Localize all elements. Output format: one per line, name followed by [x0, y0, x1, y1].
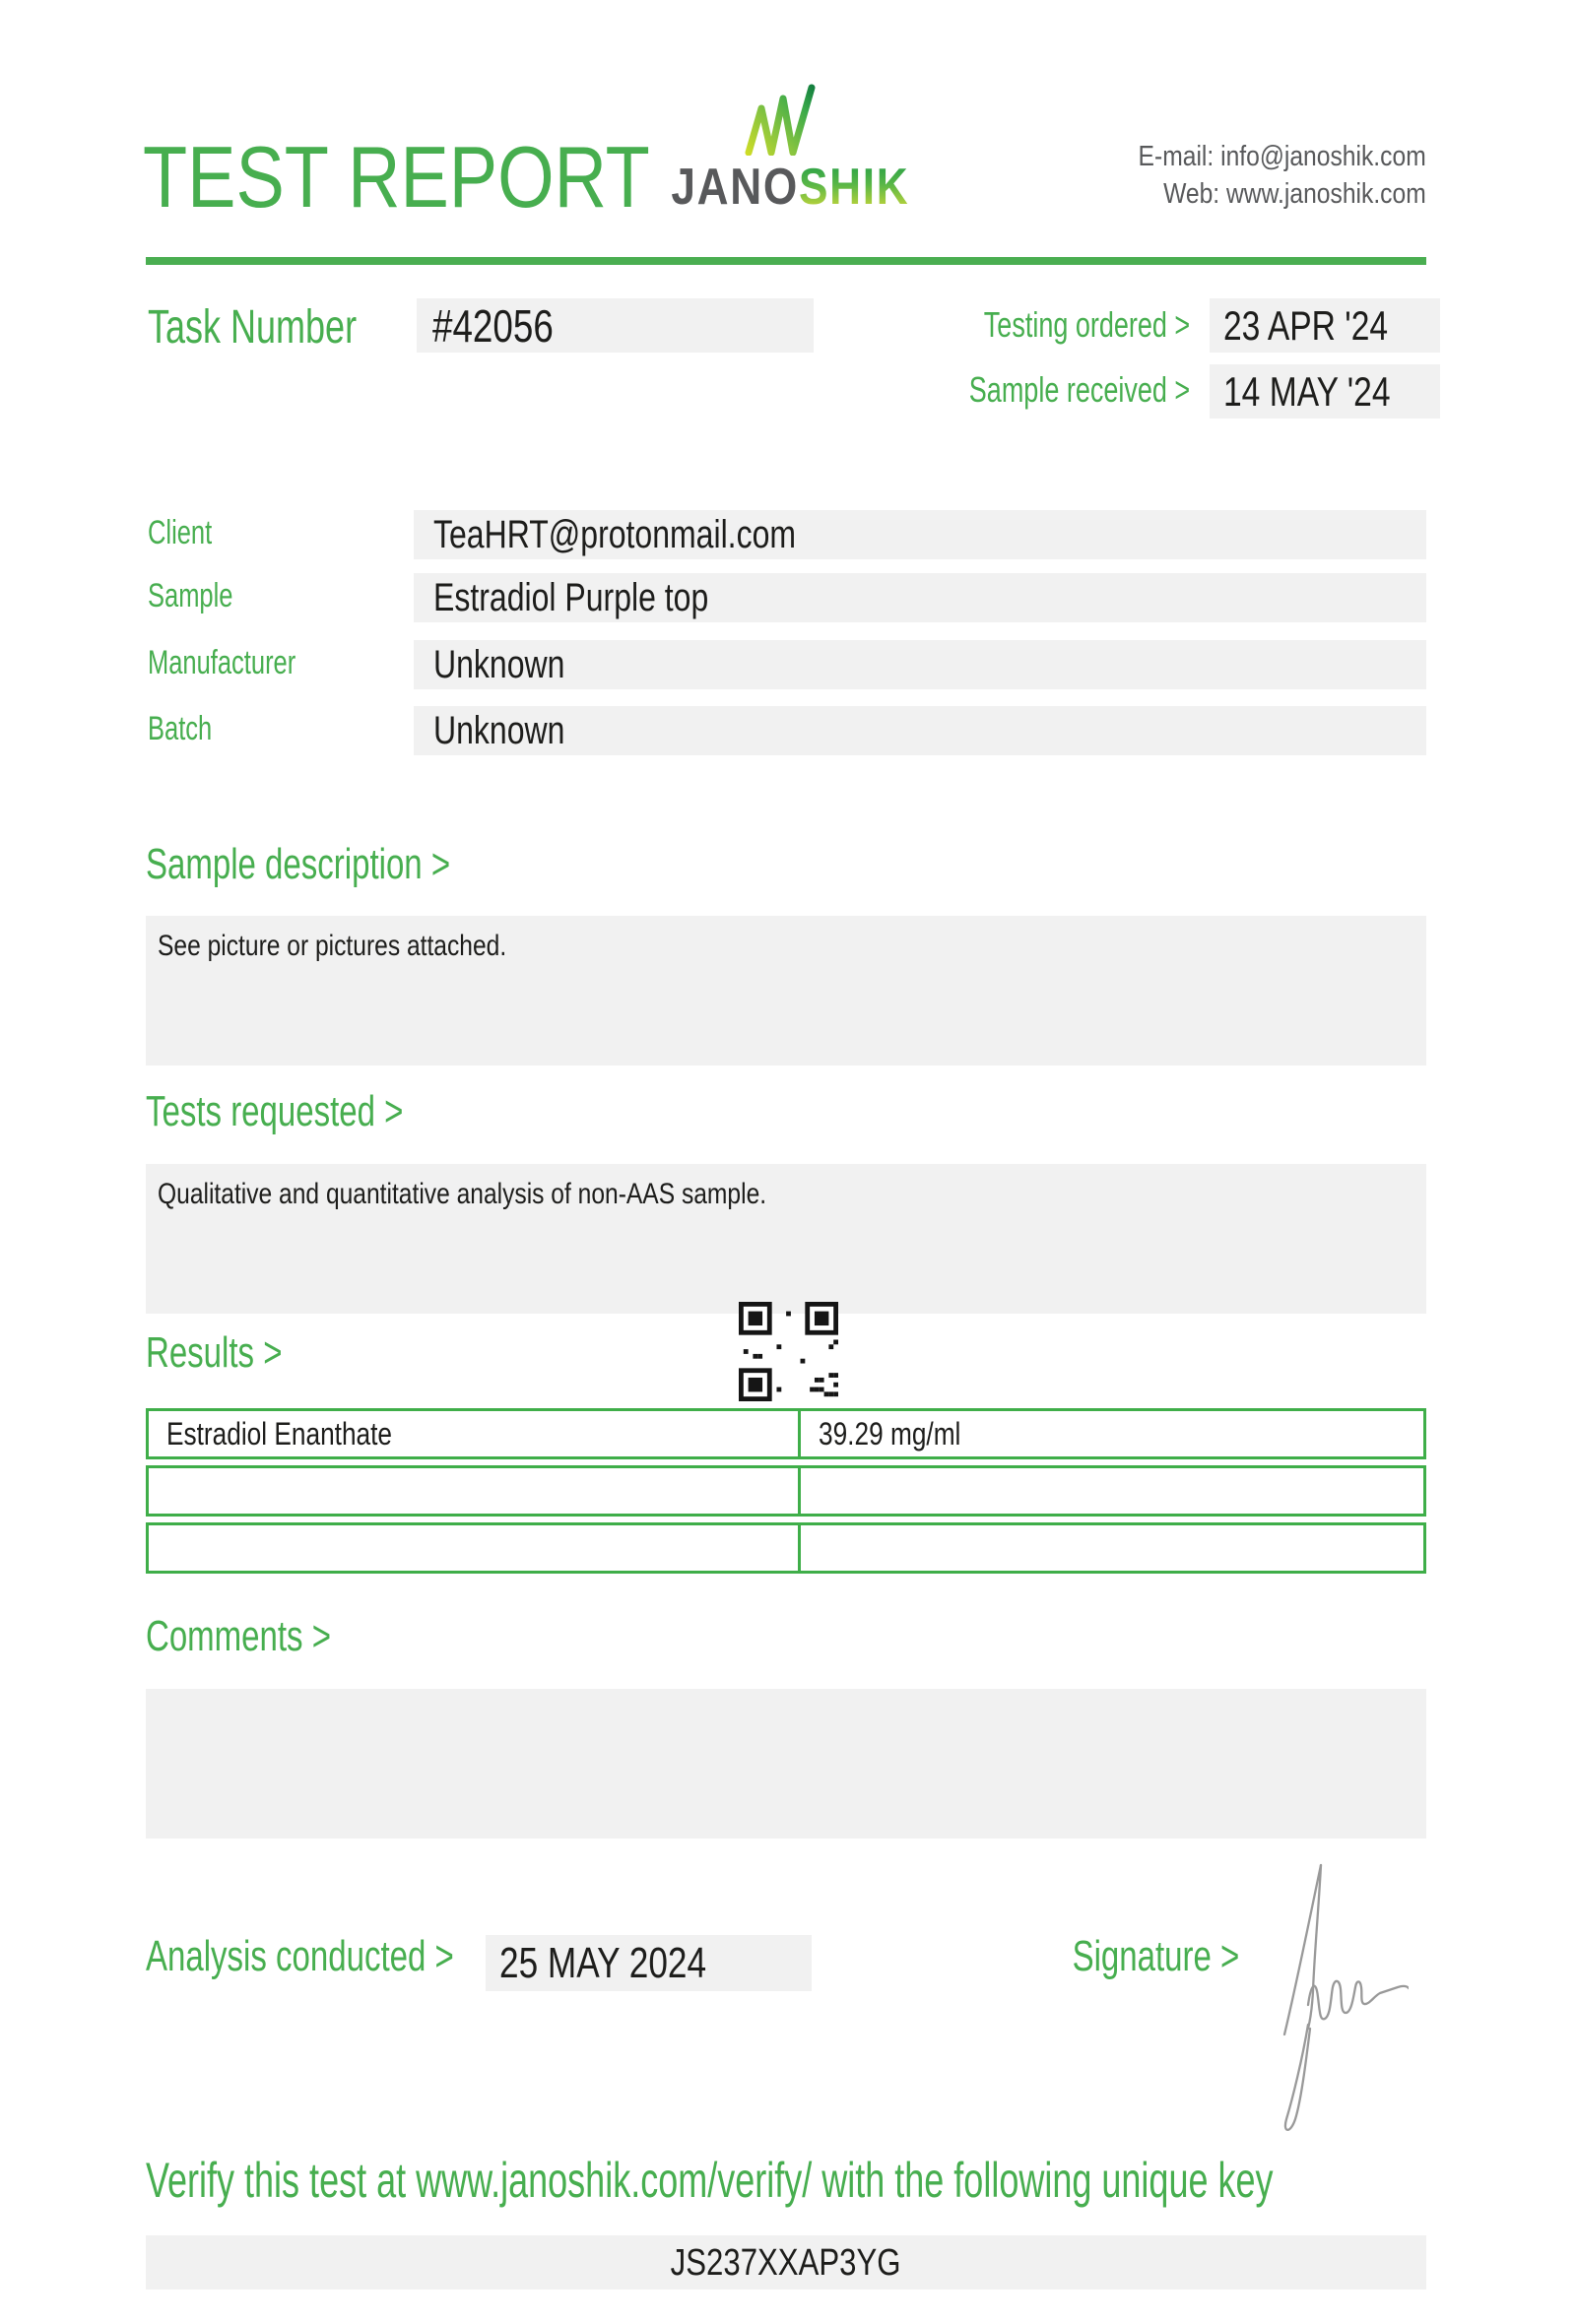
comments-heading: Comments >: [146, 1612, 331, 1660]
table-row: [146, 1408, 1426, 1459]
logo-text-shik: SHIK: [798, 159, 910, 216]
signature-image: [1251, 1841, 1409, 2137]
analyte-cell: Estradiol Enanthate: [149, 1411, 801, 1456]
logo-text-jano: JANO: [671, 159, 799, 216]
sample-value: Estradiol Purple top: [414, 573, 1426, 622]
testing-ordered-label: Testing ordered >: [983, 304, 1190, 345]
task-number-label: Task Number: [148, 301, 358, 354]
testing-ordered-value: 23 APR '24: [1210, 298, 1440, 353]
page-title: TEST REPORT: [143, 128, 650, 226]
client-label: Client: [148, 514, 213, 551]
logo-wordmark: [650, 159, 926, 216]
verify-text: Verify this test at www.janoshik.com/verify/ with the following unique key: [146, 2153, 1274, 2208]
result-cell: 39.29 mg/ml: [819, 1415, 961, 1452]
sample-description-text: See picture or pictures attached.: [158, 930, 507, 962]
contact-block: [1087, 138, 1426, 213]
sample-received-value: 14 MAY '24: [1210, 364, 1440, 419]
manufacturer-value: Unknown: [414, 640, 1426, 689]
results-table: [146, 1408, 1426, 1580]
contact-web: Web: www.janoshik.com: [1163, 178, 1426, 210]
tests-requested-text: Qualitative and quantitative analysis of non-AAS sample.: [158, 1178, 767, 1210]
analysis-date-value: 25 MAY 2024: [486, 1935, 812, 1991]
results-heading: Results >: [146, 1328, 283, 1377]
contact-email: E-mail: info@janoshik.com: [1138, 141, 1426, 172]
trend-chart-icon: [743, 83, 825, 156]
qr-code-icon: [739, 1302, 838, 1401]
client-value: TeaHRT@protonmail.com: [414, 510, 1426, 559]
analyte-cell: [149, 1525, 801, 1571]
manufacturer-label: Manufacturer: [148, 644, 296, 681]
table-row: [146, 1465, 1426, 1517]
task-number-value: #42056: [417, 298, 814, 353]
result-cell: [801, 1525, 1423, 1571]
tests-requested-box: [146, 1164, 1426, 1314]
table-row: [146, 1522, 1426, 1574]
comments-box: [146, 1689, 1426, 1839]
analysis-conducted-label: Analysis conducted >: [146, 1932, 454, 1980]
tests-requested-heading: Tests requested >: [146, 1087, 404, 1135]
sample-description-heading: Sample description >: [146, 840, 451, 888]
sample-received-label: Sample received >: [968, 369, 1190, 410]
header-divider: [146, 257, 1426, 265]
sample-label: Sample: [148, 577, 233, 614]
result-cell: [801, 1468, 1423, 1514]
unique-key: JS237XXAP3YG: [146, 2235, 1426, 2290]
signature-label: Signature >: [1072, 1932, 1239, 1980]
analyte-cell: [149, 1468, 801, 1514]
batch-label: Batch: [148, 710, 213, 747]
batch-value: Unknown: [414, 706, 1426, 755]
sample-description-box: [146, 916, 1426, 1065]
